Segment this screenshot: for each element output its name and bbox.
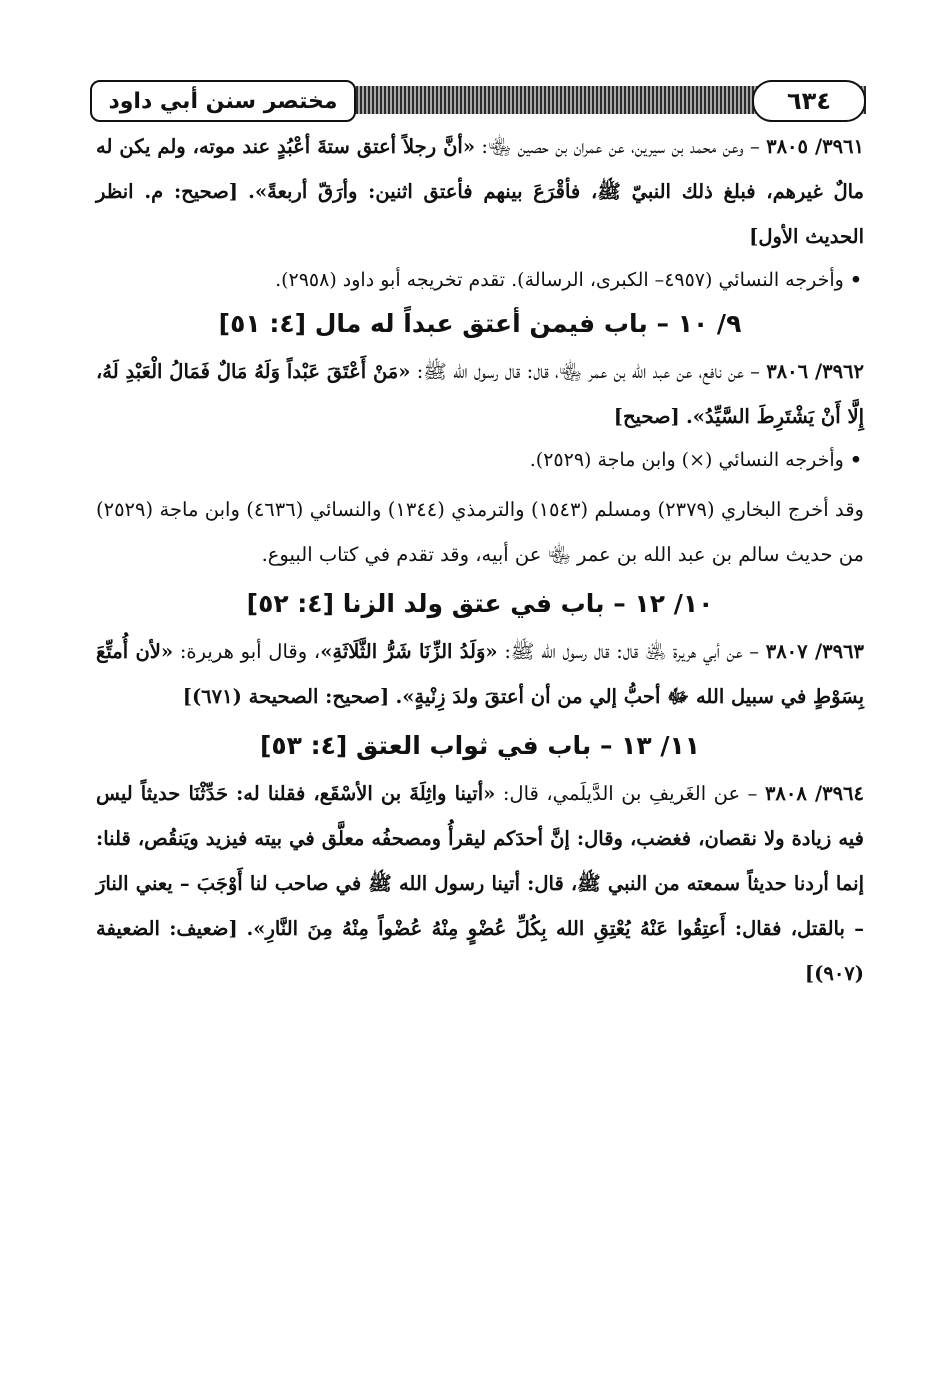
page-body [96, 124, 864, 996]
hadith-number: ٣٩٦٣/ ٣٨٠٧ [765, 640, 865, 663]
hadith-number: ٣٩٦١/ ٣٨٠٥ [766, 135, 865, 158]
hadith-isnad: – عن الغَريفِ بن الدَّيلَمي، قال: [495, 782, 758, 805]
hadith-text: «أنَّ رجلاً أعتق ستةَ أعْبُدٍ عند موته، ولم يكن له مالٌ غيرهم، فبلغ ذلك النبيّ ﷺ، فأقْرَعَ بينهم فأعتق اثنين: وأرَقّ أربعةً». [96, 135, 864, 203]
hadith-grade: [صحيح] [613, 405, 680, 428]
hadith-isnad: ، وقال أبو هريرة: [173, 640, 321, 663]
hadith-isnad: – عن أبي هريرة ﵁ قال: قال رسول الله ﷺ: [497, 640, 759, 663]
hadith-3963 [96, 629, 864, 719]
note-text: وأخرجه النسائي (٤٩٥٧– الكبرى، الرسالة). تقدم تخريجه أبو داود (٢٩٥٨). [275, 269, 844, 291]
note-text: وأخرجه النسائي (×) وابن ماجة (٢٥٢٩). [529, 449, 844, 471]
hadith-3961 [96, 124, 864, 259]
hadith-text: «لأن أُمتِّعَ بِسَوْطٍ في سبيل الله ﷻ أحبُّ إلي من أن أعتقَ ولدَ زِنْيةٍ». [96, 640, 864, 708]
book-title: مختصر سنن أبي داود [90, 80, 356, 122]
takhrij-note [96, 259, 864, 301]
chapter-heading: ٩/ ١٠ – باب فيمن أعتق عبداً له مال [٤: ٥١] [218, 309, 742, 338]
takhrij-note [96, 439, 864, 481]
hadith-number: ٣٩٦٤/ ٣٨٠٨ [764, 782, 864, 805]
chapter-heading: ١٠/ ١٢ – باب في عتق ولد الزنا [٤: ٥٢] [246, 589, 714, 618]
hadith-number: ٣٩٦٢/ ٣٨٠٦ [766, 360, 864, 383]
bullet-icon: • [849, 449, 862, 471]
takhrij-paragraph: وقد أخرج البخاري (٢٣٧٩) ومسلم (١٥٤٣) والترمذي (١٣٤٤) والنسائي (٤٦٣٦) وابن ماجة (٢٥٢٩) من حديث سالم بن عبد الله بن عمر ﵄ عن أبيه، وقد تقدم في كتاب البيوع. [96, 498, 864, 566]
hadith-3962 [96, 349, 864, 439]
hadith-grade: [ضعيف: الضعيفة (٩٠٧)] [96, 917, 864, 985]
hadith-text: «مَنْ أَعْتَقَ عَبْداً وَلَهُ مَالٌ فَمَالُ الْعَبْدِ لَهُ، إِلَّا أَنْ يَشْتَرِطَ السَّيِّدُ». [96, 360, 864, 428]
hadith-isnad: – عن نافع، عن عبد الله بن عمر ﵄، قال: قال رسول الله ﷺ: [410, 360, 760, 383]
hadith-grade: [صحيح: الصحيحة (٦٧١)] [182, 685, 390, 708]
page-number: ٦٣٤ [752, 80, 866, 122]
hadith-isnad: – وعن محمد بن سيرين، عن عمران بن حصين ﵄: [475, 135, 760, 158]
hadith-text: «وَلَدُ الزِّنَا شَرُّ الثَّلَاثَةِ» [320, 640, 498, 663]
running-header [92, 80, 866, 122]
hadith-3964 [96, 771, 864, 996]
hadith-text: «أتينا واثِلَةَ بن الأسْقَع، فقلنا له: حَدِّثْنَا حديثاً ليس فيه زيادة ولا نقصان، فغضب، وقال: إنَّ أحدَكم ليقرأُ ومصحفُه معلَّق في بيته فيزيد ويَنقُص، قلنا: إنما أردنا حديثاً سمعته من النبي ﷺ، قال: أتينا رسول الله ﷺ في صاحب لنا أَوْجَبَ – يعني النارَ – بالقتل، فقال: أَعتِقُوا عَنْهُ يُعْتِقِ الله بِكُلِّ عُضْوٍ مِنْهُ عُضْواً مِنْهُ مِنَ النَّارِ». [96, 782, 864, 940]
bullet-icon: • [849, 269, 862, 291]
chapter-heading: ١١/ ١٣ – باب في ثواب العتق [٤: ٥٣] [259, 731, 701, 760]
hadith-grade: [صحيح: م. انظر الحديث الأول] [96, 180, 864, 248]
